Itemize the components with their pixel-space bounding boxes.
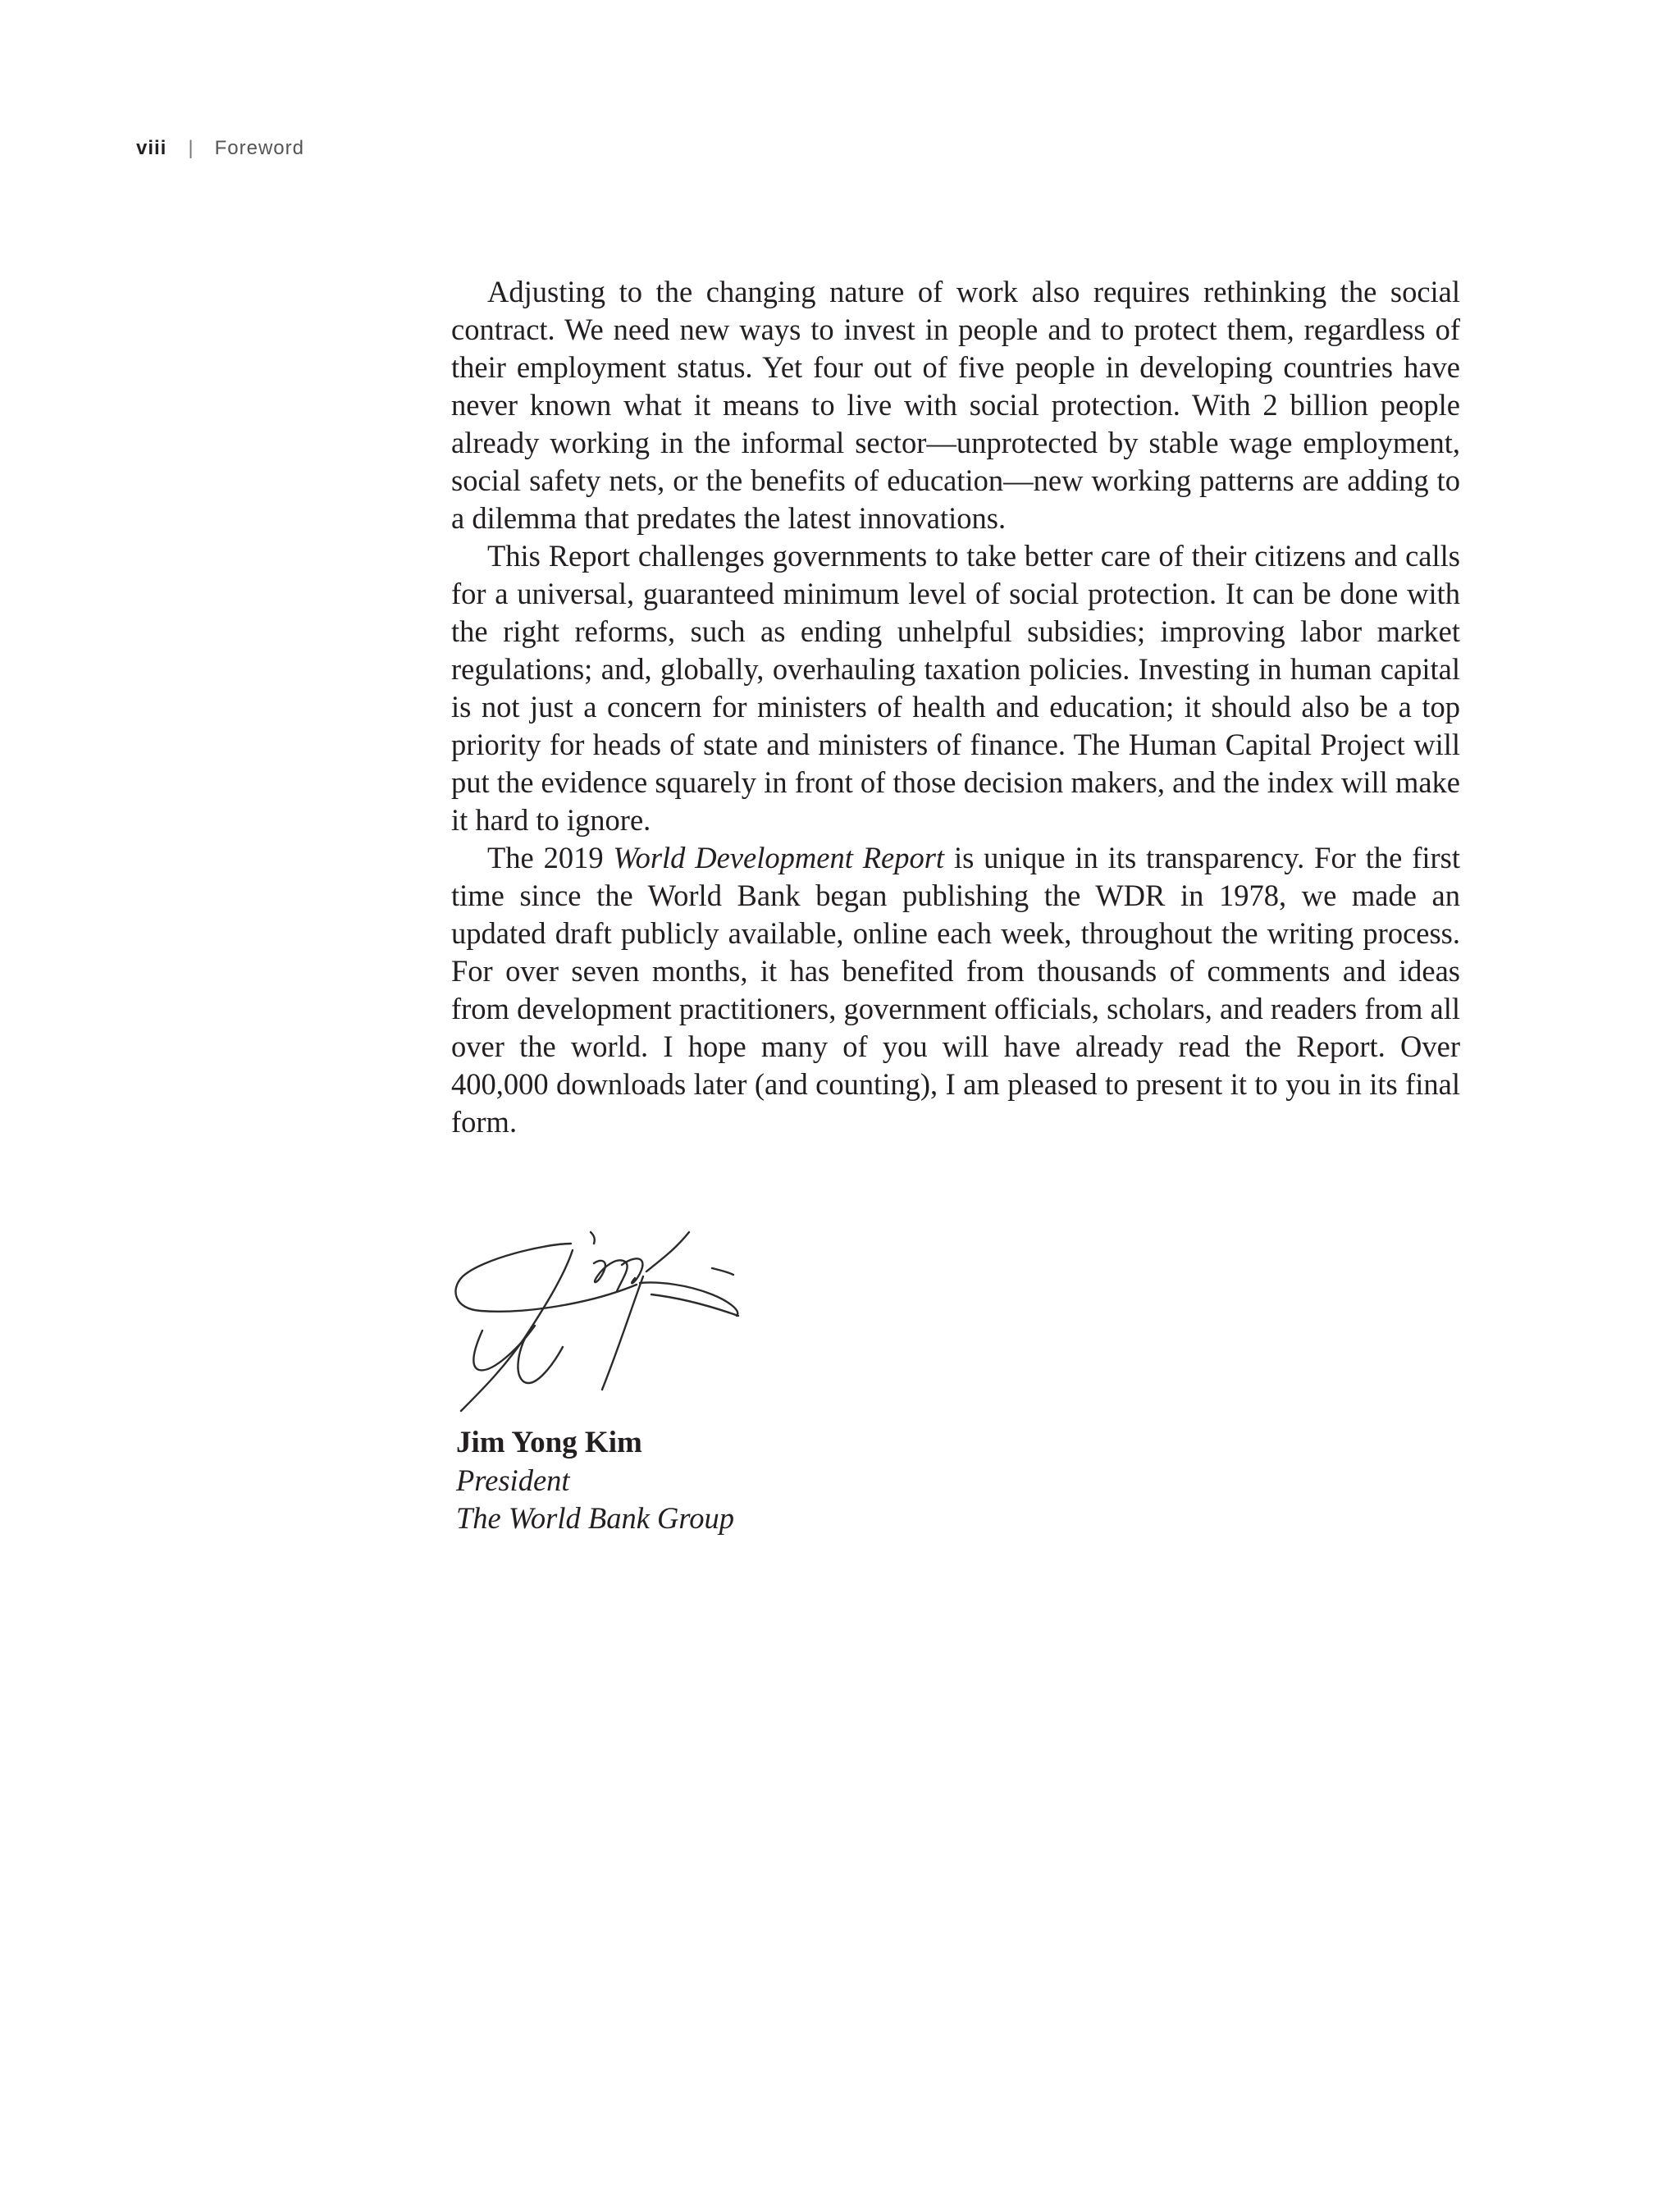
paragraph-social-contract: Adjusting to the changing nature of work also requires rethinking the social contract. We need new ways to invest in people and to protect them, regardless of their employment status. Yet four out of five people in developing countries have never known what it means to live with social protection. With 2 billion people already working in the informal sector—unprotected by stable wage employment, social safety nets, or the benefits of education—new working patterns are adding to a dilemma that predates the latest innovations. [451, 275, 1460, 535]
running-head-separator: | [188, 137, 194, 159]
signature-image [450, 1226, 761, 1426]
page-number: viii [136, 137, 167, 159]
foreword-body [451, 273, 1460, 1141]
report-title-italic: World Development Report [613, 841, 945, 874]
signoff-block [456, 1424, 734, 1537]
section-title: Foreword [214, 137, 304, 159]
signatory-name: Jim Yong Kim [456, 1426, 642, 1459]
running-head [136, 135, 304, 162]
signatory-title: President [456, 1463, 570, 1497]
paragraph-report-challenges: This Report challenges governments to take better care of their citizens and calls for a universal, guaranteed minimum level of social protection. It can be done with the right reforms, such as ending unhelpful subsidies; improving labor market regulations; and, globally, overhauling taxation policies. Investing in human capital is not just a concern for ministers of health and education; it should also be a top priority for heads of state and ministers of finance. The Human Capital Project will put the evidence squarely in front of those decision makers, and the index will make it hard to ignore. [451, 539, 1460, 837]
signatory-organization: The World Bank Group [456, 1501, 734, 1535]
paragraph-transparency-rest: is unique in its transparency. For the first time since the World Bank began publishing the WDR in 1978, we made an updated draft publicly available, online each week, throughout the writing process. For over seven months, it has benefited from thousands of comments and ideas from development practitioners, government officials, scholars, and readers from all over the world. I hope many of you will have already read the Report. Over 400,000 downloads later (and counting), I am pleased to present it to you in its final form. [451, 841, 1460, 1139]
paragraph-transparency-lead: The 2019 [487, 841, 614, 874]
paragraph-transparency [451, 839, 1460, 1141]
